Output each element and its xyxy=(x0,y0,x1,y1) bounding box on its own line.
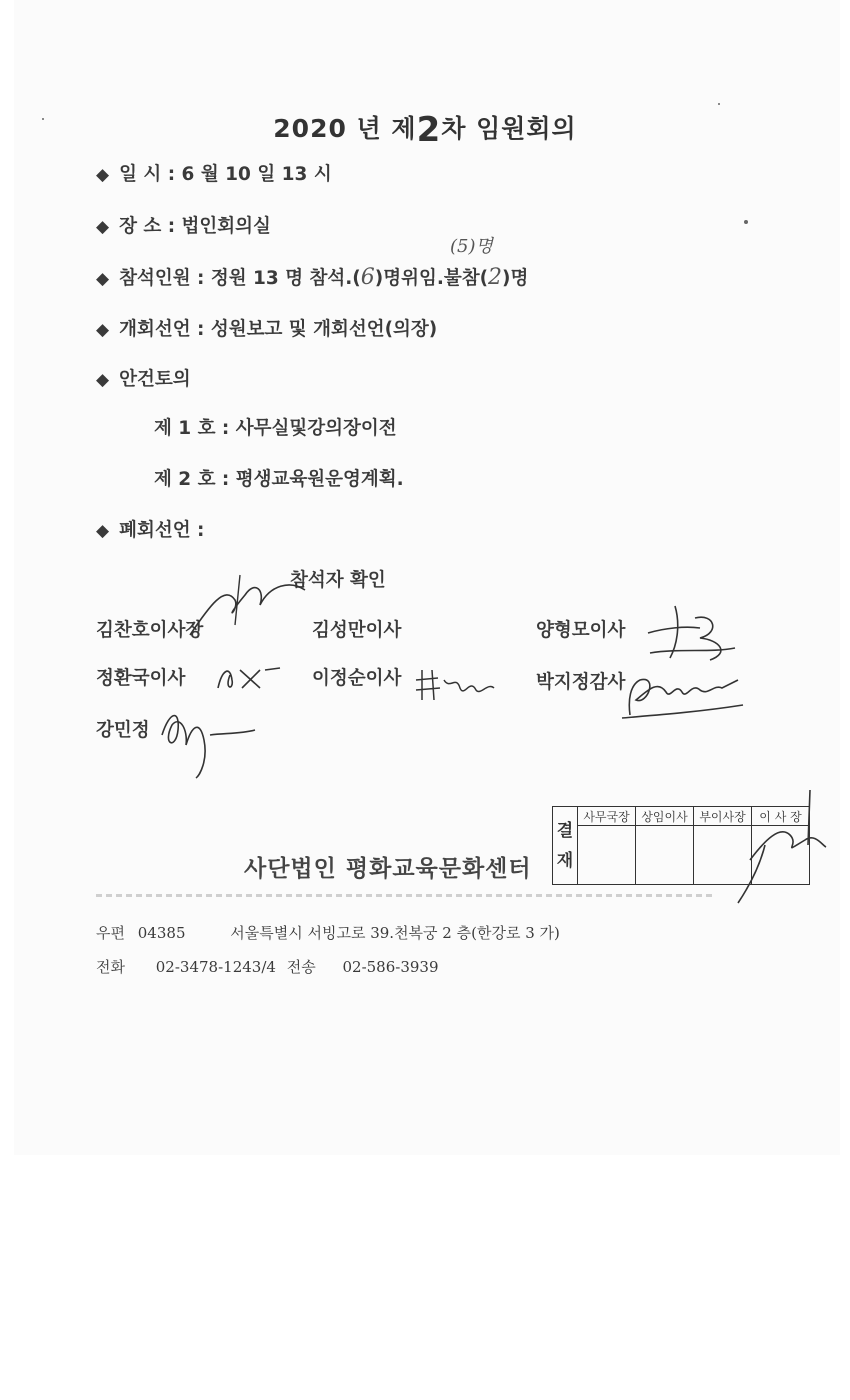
agenda-text: 안건토의 xyxy=(119,369,191,390)
signature-image xyxy=(410,660,500,710)
phone-label: 전화 xyxy=(96,958,125,976)
phone-number: 02-3478-1243/4 xyxy=(155,958,276,976)
agenda-row xyxy=(96,365,191,391)
address-line xyxy=(96,922,560,943)
diamond-bullet-icon: ◆ xyxy=(96,521,110,541)
confirm-title: 참석자 확인 xyxy=(290,570,386,591)
attendee-name: 이정순이사 xyxy=(312,668,402,689)
closing-row xyxy=(96,516,204,542)
approval-header: 사무국장 xyxy=(578,807,636,826)
attended-count-hand: 6 xyxy=(360,265,375,290)
approval-side-bottom: 재 xyxy=(556,850,574,871)
approval-header: 상임이사 xyxy=(636,807,694,826)
attendance-text-before: 참석인원 : 정원 13 명 참석.( xyxy=(119,268,361,289)
attendee-name: 강민정 xyxy=(96,720,150,741)
signature-image xyxy=(618,660,748,725)
approval-side-top: 결 xyxy=(556,820,574,841)
agenda-item-2: 제 2 호 : 평생교육원운영계획. xyxy=(154,469,404,490)
diamond-bullet-icon: ◆ xyxy=(96,217,110,237)
scan-speck xyxy=(718,103,720,105)
absent-count-hand: 2 xyxy=(488,265,503,290)
signature-image xyxy=(150,700,260,780)
attendance-text-after: )명 xyxy=(502,268,529,289)
place-text: 장 소 : 법인회의실 xyxy=(119,216,271,237)
attendance-note-hand: (5)명 xyxy=(450,236,493,257)
signature-image xyxy=(730,785,830,910)
document-title xyxy=(0,106,850,150)
opening-row xyxy=(96,315,437,341)
diamond-bullet-icon: ◆ xyxy=(96,269,110,289)
title-prefix: 2020 년 제 xyxy=(273,114,417,143)
attendee-name: 양형모이사 xyxy=(536,620,626,641)
diamond-bullet-icon: ◆ xyxy=(96,370,110,390)
title-number: 2 xyxy=(416,110,442,150)
attendee-name: 김성만이사 xyxy=(312,620,402,641)
diamond-bullet-icon: ◆ xyxy=(96,320,110,340)
signature-image xyxy=(210,650,290,700)
attendance-note xyxy=(450,232,493,258)
fax-number: 02-586-3939 xyxy=(342,958,439,976)
signature-image xyxy=(180,565,320,645)
signature-image xyxy=(640,598,740,668)
opening-text: 개회선언 : 성원보고 및 개회선언(의장) xyxy=(119,319,438,340)
approval-header: 부이사장 xyxy=(694,807,752,826)
title-suffix: 차 임원회의 xyxy=(441,114,577,143)
closing-text: 폐회선언 : xyxy=(119,520,205,541)
fax-label: 전송 xyxy=(286,958,316,976)
postal-code: 04385 xyxy=(137,924,186,942)
approval-sign-cell xyxy=(636,826,694,885)
postal-label: 우편 xyxy=(96,924,125,942)
date-row xyxy=(96,160,332,186)
scan-speck xyxy=(744,220,748,224)
attendee-name: 정환국이사 xyxy=(96,668,186,689)
street-address: 서울특별시 서빙고로 39.천복궁 2 층(한강로 3 가) xyxy=(230,924,560,942)
approval-header: 이 사 장 xyxy=(752,807,810,826)
attendance-row xyxy=(96,264,528,290)
place-row xyxy=(96,212,271,238)
agenda-item-1: 제 1 호 : 사무실및강의장이전 xyxy=(154,418,397,439)
approval-sign-cell xyxy=(578,826,636,885)
attendee-name: 김찬호이사장 xyxy=(96,620,204,641)
contact-line xyxy=(96,956,439,977)
attendee-name: 박지정감사 xyxy=(536,672,626,693)
attendance-text-mid: )명위임.불참( xyxy=(374,268,489,289)
divider-line xyxy=(96,894,716,897)
organization-name: 사단법인 평화교육문화센터 xyxy=(244,855,532,882)
approval-side-label xyxy=(553,807,578,885)
date-text: 일 시 : 6 월 10 일 13 시 xyxy=(119,164,332,185)
diamond-bullet-icon: ◆ xyxy=(96,165,110,185)
